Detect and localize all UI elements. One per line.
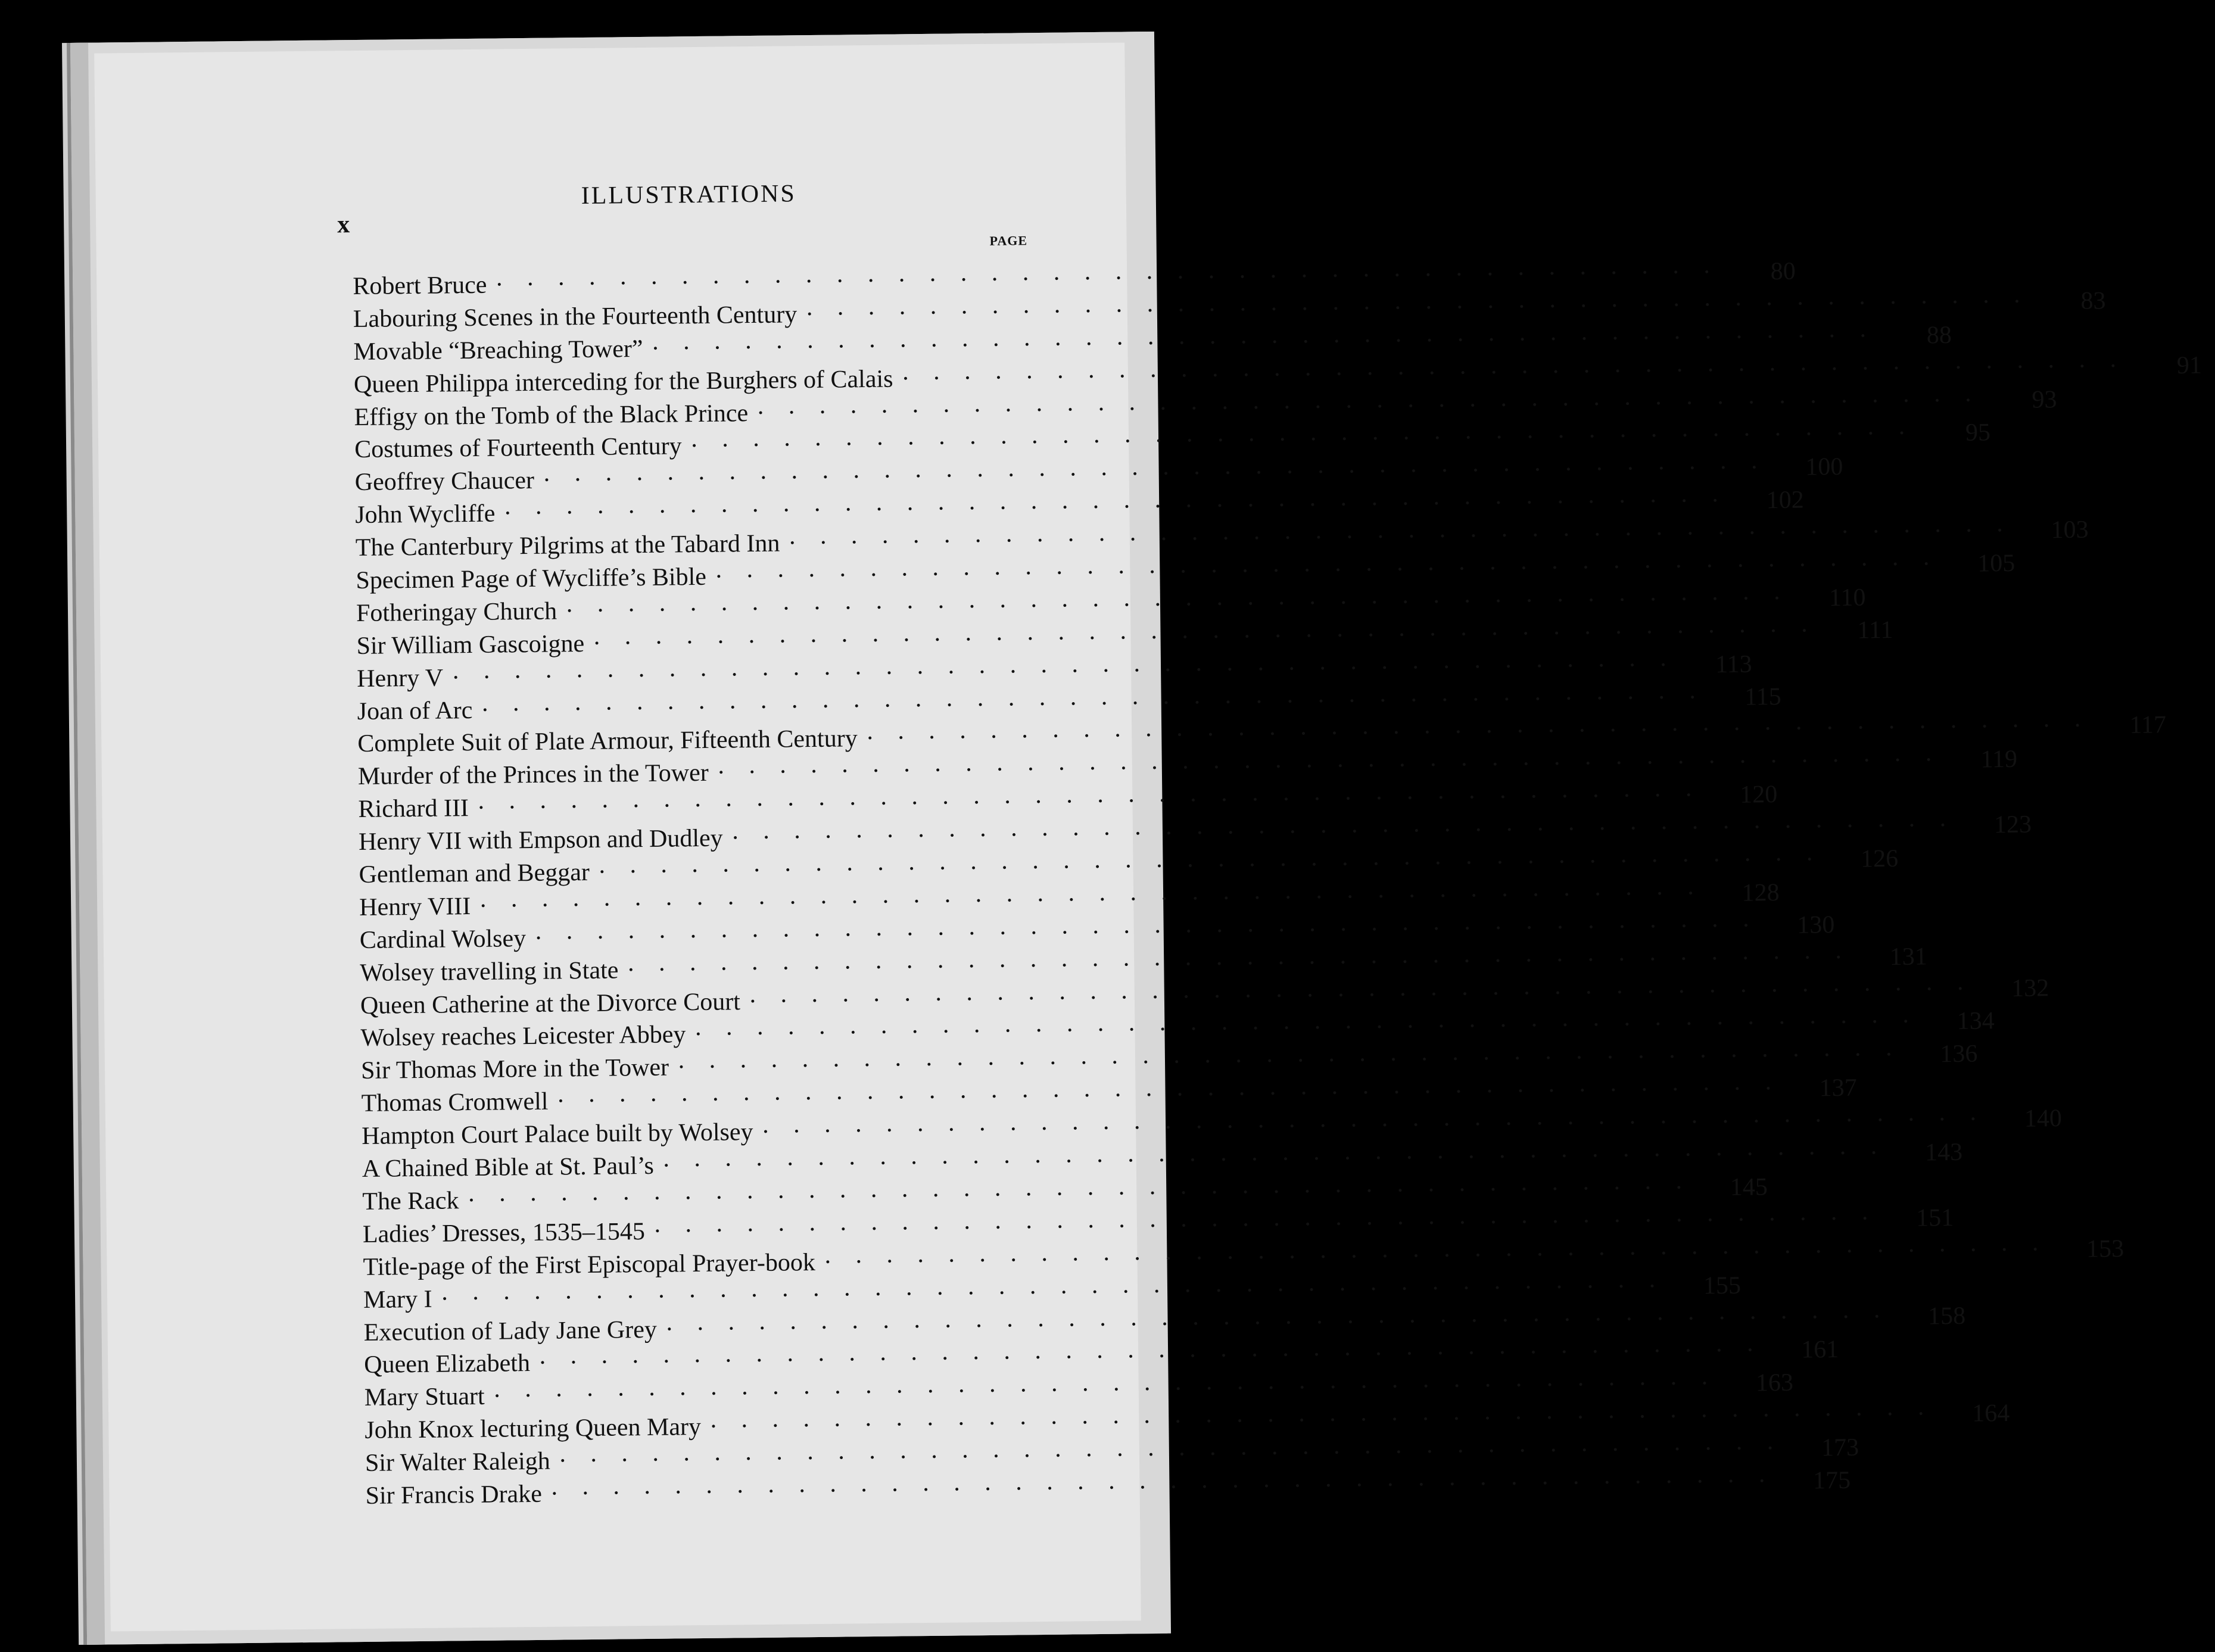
dot-leader: ········································ [823, 1235, 2063, 1276]
illustration-title: Labouring Scenes in the Fourteenth Century [353, 301, 797, 333]
dot-leader: ········································ [694, 1008, 1933, 1049]
illustration-title: Hampton Court Palace built by Wolsey [362, 1118, 753, 1151]
dot-leader: ········································ [901, 352, 2141, 393]
dot-leader: ········································ [756, 386, 1995, 427]
page-number: 100 [1805, 453, 1843, 481]
page-number: 110 [1828, 584, 1866, 612]
illustration-title: Sir Thomas More in the Tower [360, 1053, 669, 1085]
dot-leader: ········································ [481, 683, 1719, 724]
page-number: 102 [1766, 486, 1804, 515]
page-number: 111 [1857, 616, 1893, 644]
dot-leader: ········································ [542, 454, 1781, 495]
illustration-title: Execution of Lady Jane Grey [363, 1316, 658, 1346]
page-number: 145 [1730, 1173, 1768, 1201]
dot-leader: ········································ [451, 651, 1690, 692]
page-number: 80 [1770, 257, 1796, 286]
illustration-title: Gentleman and Beggar [359, 858, 590, 889]
illustration-title: Henry V [356, 664, 444, 693]
illustration-title: Henry VII with Empson and Dudley [358, 824, 723, 856]
page-number: 120 [1740, 781, 1778, 809]
dot-leader: ········································ [690, 419, 1929, 460]
dot-leader: ········································ [565, 584, 1804, 625]
page-number: 105 [1977, 549, 2015, 578]
dot-leader: ········································ [538, 1336, 1777, 1377]
page-number: 117 [2129, 711, 2167, 740]
illustration-title: Queen Catherine at the Divorce Court [360, 987, 741, 1020]
dot-leader: ········································ [478, 880, 1718, 920]
page-number: 153 [2086, 1235, 2124, 1263]
page-number: 158 [1927, 1302, 1966, 1330]
dot-leader: ········································ [493, 1370, 1732, 1410]
page-number: 163 [1755, 1369, 1794, 1397]
page-number: 103 [2051, 516, 2089, 544]
dot-leader: ········································ [731, 811, 1970, 852]
illustration-title: Mary I [363, 1285, 432, 1314]
page-number: 151 [1916, 1204, 1954, 1232]
page-number: 164 [1972, 1399, 2010, 1427]
illustration-title: Robert Bruce [353, 271, 487, 301]
page-number: 83 [2080, 287, 2106, 315]
dot-leader: ········································ [597, 846, 1837, 886]
illustration-title: Specimen Page of Wycliffe’s Bible [356, 563, 707, 595]
dot-leader: ········································ [503, 487, 1742, 528]
dot-leader: ········································ [788, 516, 2027, 557]
dot-leader: ········································ [761, 1105, 2001, 1146]
illustrations-list [353, 257, 2202, 1514]
running-head: ILLUSTRATIONS [581, 180, 796, 210]
dot-leader: ········································ [677, 1041, 1916, 1081]
dot-leader: ········································ [805, 288, 2044, 328]
dot-leader: ········································ [467, 1174, 1706, 1215]
page-number: 119 [1980, 746, 2018, 774]
page-number: 115 [1744, 682, 1781, 711]
dot-leader: ········································ [714, 550, 1954, 591]
page-number: 161 [1801, 1336, 1839, 1364]
illustration-title: Murder of the Princes in the Tower [357, 759, 709, 791]
book-page [94, 42, 2202, 1631]
illustration-title: Wolsey travelling in State [360, 956, 619, 987]
dot-leader: ········································ [440, 1272, 1680, 1313]
page-number: 137 [1819, 1074, 1858, 1102]
page-number: 88 [1926, 321, 1952, 350]
illustration-title: Effigy on the Tomb of the Black Prince [354, 399, 749, 431]
page-number: 136 [1940, 1040, 1978, 1068]
illustration-title: A Chained Bible at St. Paul’s [362, 1152, 655, 1183]
page-number: 134 [1957, 1007, 1995, 1036]
page-number: 113 [1715, 650, 1752, 678]
dot-leader: ········································ [534, 911, 1773, 952]
illustration-title: Sir Walter Raleigh [365, 1447, 551, 1478]
dot-leader: ········································ [592, 616, 1831, 657]
list-item [365, 1466, 1851, 1514]
page-number: 95 [1965, 419, 1991, 447]
page-number: 93 [2032, 385, 2057, 414]
illustration-title: Complete Suit of Plate Armour, Fifteenth Century [357, 725, 858, 758]
illustration-title: Sir Francis Drake [365, 1480, 543, 1510]
illustration-title: Fotheringay Church [356, 597, 557, 627]
dot-leader: ········································ [627, 943, 1865, 984]
folio-number: x [337, 211, 350, 239]
page-number: 143 [1924, 1138, 1963, 1167]
illustration-title: The Rack [362, 1187, 459, 1215]
illustration-title: Queen Elizabeth [364, 1349, 531, 1379]
page-number: 130 [1797, 911, 1835, 939]
illustration-title: Henry VIII [359, 892, 471, 921]
page-number: 175 [1812, 1466, 1851, 1495]
page-number: 123 [1993, 811, 2032, 839]
page-number: 126 [1860, 844, 1899, 873]
dot-leader: ········································ [662, 1139, 1901, 1180]
dot-leader: ········································ [556, 1075, 1796, 1115]
illustration-title: Thomas Cromwell [361, 1087, 549, 1118]
illustration-title: Costumes of Fourteenth Century [354, 432, 682, 464]
page-number: 128 [1742, 878, 1780, 907]
illustration-title: Wolsey reaches Leicester Abbey [360, 1021, 686, 1052]
page-number: 132 [2011, 974, 2049, 1002]
page-number: 155 [1703, 1271, 1742, 1300]
page-column-header: PAGE [989, 233, 1028, 248]
book [70, 32, 2202, 1651]
illustration-title: The Canterbury Pilgrims at the Tabard Inn [355, 529, 780, 562]
dot-leader: ········································ [495, 258, 1734, 299]
illustration-title: Richard III [358, 794, 469, 824]
dot-leader: ········································ [716, 746, 1956, 787]
page-number: 173 [1821, 1433, 1859, 1462]
dot-leader: ········································ [748, 974, 1987, 1015]
illustration-title: Queen Philippa interceding for the Burghers of Calais [353, 365, 893, 398]
dot-leader: ········································ [653, 1204, 1892, 1245]
illustration-title: Sir William Gascoigne [356, 629, 585, 660]
illustration-title: Geoffrey Chaucer [354, 467, 535, 497]
illustration-title: Mary Stuart [364, 1383, 485, 1412]
page-number: 140 [2024, 1105, 2063, 1133]
dot-leader: ········································ [550, 1467, 1789, 1508]
page-number: 131 [1889, 943, 1927, 971]
illustration-title: Cardinal Wolsey [359, 924, 527, 954]
illustration-title: Movable “Breaching Tower” [353, 335, 643, 366]
dot-leader: ········································ [476, 781, 1716, 822]
illustration-title: Joan of Arc [357, 696, 473, 725]
page-number: 91 [2176, 351, 2202, 379]
dot-leader: ········································ [865, 712, 2105, 753]
dot-leader: ········································ [665, 1302, 1904, 1344]
dot-leader: ········································ [709, 1400, 1948, 1441]
illustration-title: Title-page of the First Episcopal Prayer-book [363, 1248, 816, 1281]
dot-leader: ········································ [558, 1434, 1797, 1475]
dot-leader: ········································ [651, 322, 1890, 363]
illustration-title: John Knox lecturing Queen Mary [365, 1413, 702, 1445]
illustration-title: Ladies’ Dresses, 1535–1545 [362, 1217, 646, 1248]
illustration-title: John Wycliffe [355, 500, 496, 529]
